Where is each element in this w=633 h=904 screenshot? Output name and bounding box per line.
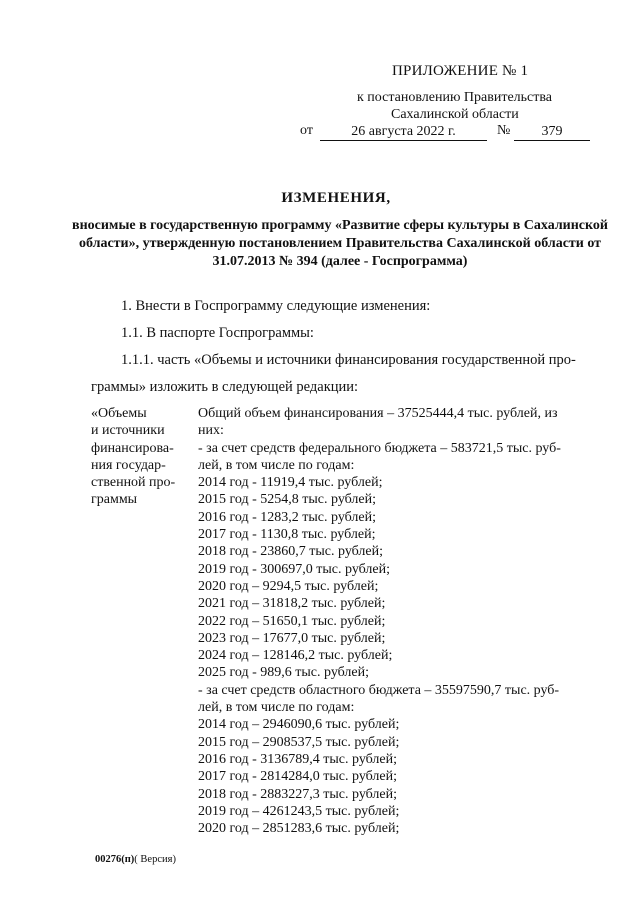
right-line: 2020 год – 9294,5 тыс. рублей;: [198, 578, 379, 594]
resolution-date: 26 августа 2022 г.: [320, 123, 487, 141]
appendix-title: ПРИЛОЖЕНИЕ № 1: [392, 63, 529, 79]
right-line: 2019 год – 4261243,5 тыс. рублей;: [198, 803, 400, 819]
number-sign: №: [497, 123, 511, 138]
right-line: 2014 год – 2946090,6 тыс. рублей;: [198, 717, 400, 733]
paragraph-1-1-1: 1.1.1. часть «Объемы и источники финансирования государственной про-: [121, 352, 576, 368]
right-line: 2017 год - 1130,8 тыс. рублей;: [198, 527, 376, 543]
right-line: 2015 год - 5254,8 тыс. рублей;: [198, 492, 377, 508]
paragraph-1-1: 1.1. В паспорте Госпрограммы:: [121, 325, 314, 341]
right-line: 2015 год – 2908537,5 тыс. рублей;: [198, 734, 400, 750]
right-line: них:: [198, 423, 224, 439]
right-line: 2023 год – 17677,0 тыс. рублей;: [198, 630, 386, 646]
footer-version: ( Версия): [134, 854, 176, 865]
document-title: ИЗМЕНЕНИЯ,: [281, 190, 391, 206]
region-name: Сахалинской области: [391, 107, 519, 122]
right-line: 2016 год - 3136789,4 тыс. рублей;: [198, 751, 398, 767]
left-line: «Объемы: [91, 406, 147, 421]
left-line: финансирова-: [91, 440, 174, 456]
footer-code: [95, 854, 176, 865]
resolution-number: 379: [514, 123, 590, 141]
left-line: ственной про-: [91, 475, 176, 491]
paragraph-1: 1. Внести в Госпрограмму следующие изменения:: [121, 298, 431, 314]
table-left-column: [91, 405, 191, 509]
right-line: 2018 год - 2883227,3 тыс. рублей;: [198, 786, 398, 802]
date-number-line: [0, 123, 633, 143]
right-line: 2014 год - 11919,4 тыс. рублей;: [198, 475, 383, 491]
right-line: 2017 год - 2814284,0 тыс. рублей;: [198, 769, 398, 785]
right-line: 2016 год - 1283,2 тыс. рублей;: [198, 509, 377, 525]
right-line: 2018 год - 23860,7 тыс. рублей;: [198, 544, 384, 560]
table-right-column: [198, 405, 590, 837]
right-line: лей, в том числе по годам:: [198, 700, 355, 716]
left-line: и источники: [91, 423, 165, 439]
resolution-reference: к постановлению Правительства: [357, 90, 553, 105]
right-line: лей, в том числе по годам:: [198, 457, 355, 473]
right-line: 2022 год – 51650,1 тыс. рублей;: [198, 613, 386, 629]
footer-code-id: 00276(п): [95, 854, 135, 865]
paragraph-1-1-1-continued: граммы» изложить в следующей редакции:: [91, 379, 359, 395]
left-line: ния государ-: [91, 457, 166, 473]
right-line: Общий объем финансирования – 37525444,4 тыс. рублей, из: [198, 406, 558, 421]
right-line: 2020 год – 2851283,6 тыс. рублей;: [198, 821, 400, 837]
right-line: - за счет средств федерального бюджета – 583721,5 тыс. руб-: [198, 440, 561, 456]
document-subtitle: вносимые в государственную программу «Развитие сферы культуры в Сахалинской области», утвержденную постановлением Правительства Сахалинской области от 31.07.2013 № 394 (далее - Госпрограмма): [72, 218, 608, 269]
right-line: - за счет средств областного бюджета – 35597590,7 тыс. руб-: [198, 682, 560, 698]
from-label: от: [300, 123, 313, 138]
right-line: 2024 год – 128146,2 тыс. рублей;: [198, 648, 393, 664]
right-line: 2019 год - 300697,0 тыс. рублей;: [198, 561, 391, 577]
left-line: граммы: [91, 492, 138, 508]
right-line: 2025 год - 989,6 тыс. рублей;: [198, 665, 370, 681]
right-line: 2021 год – 31818,2 тыс. рублей;: [198, 596, 386, 612]
